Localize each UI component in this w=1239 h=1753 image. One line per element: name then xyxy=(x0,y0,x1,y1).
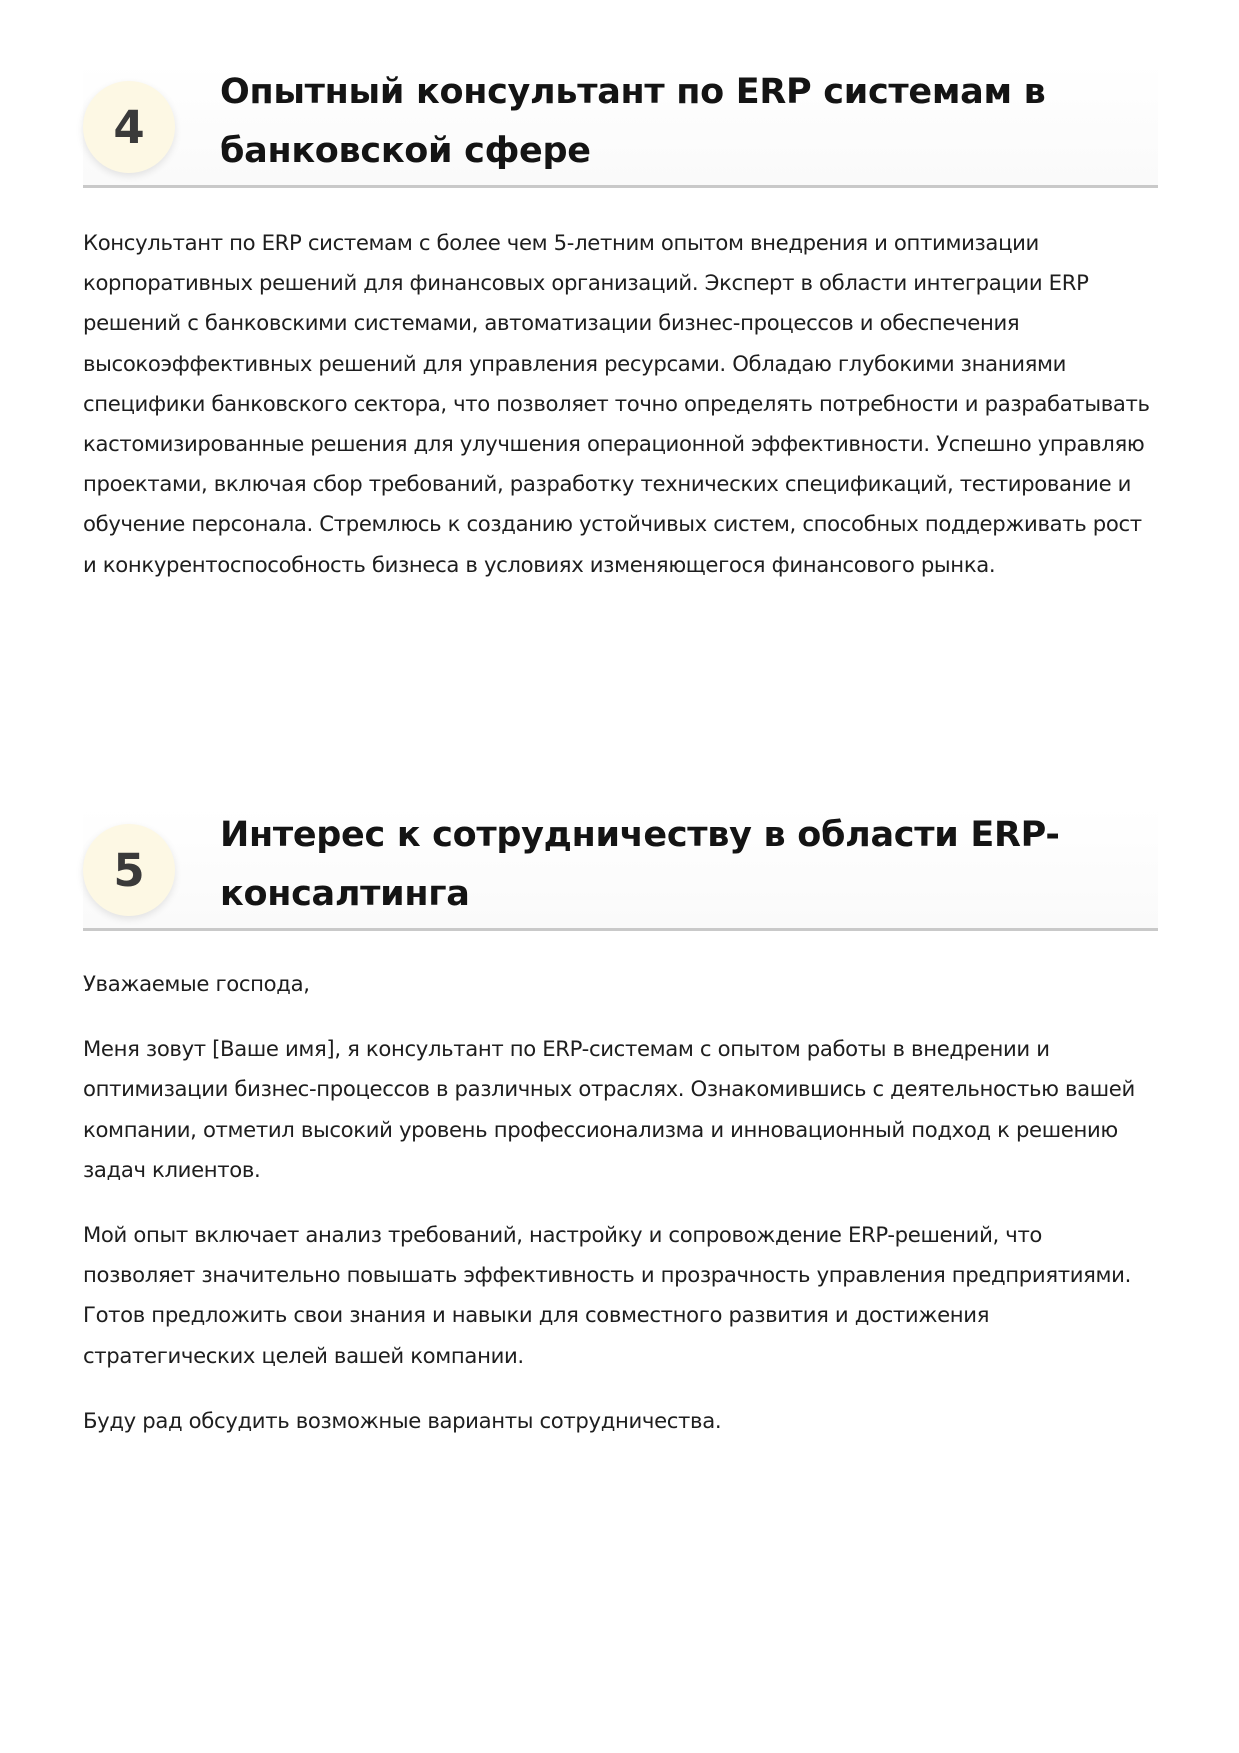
paragraph: Уважаемые господа, xyxy=(83,971,310,996)
section-number-badge: 4 xyxy=(83,81,175,173)
section-5-header xyxy=(83,806,1158,931)
section-title: Интерес к сотрудничеству в области ERP-консалтинга xyxy=(220,815,1060,914)
section-5-body xyxy=(83,964,1158,1441)
section-title: Опытный консультант по ERP системам в банковской сфере xyxy=(220,72,1046,171)
paragraph: Буду рад обсудить возможные варианты сотрудничества. xyxy=(83,1407,722,1433)
section-5 xyxy=(83,806,1158,1466)
paragraph: Меня зовут [Ваше имя], я консультант по ERP-системам с опытом работы в внедрении и оптимизации бизнес-процессов в различных отраслях. Ознакомившись с деятельностью вашей компании, отметил высокий уровень профессионализма и инновационный подход к решению задач клиентов. xyxy=(83,1036,1135,1182)
paragraph: Мой опыт включает анализ требований, настройку и сопровождение ERP-решений, что позволяет значительно повышать эффективность и прозрачность управления предприятиями. Готов предложить свои знания и навыки для совместного развития и достижения стратегических целей вашей компании. xyxy=(83,1222,1131,1368)
section-4 xyxy=(83,63,1158,610)
section-number-badge: 5 xyxy=(83,824,175,916)
section-4-body xyxy=(83,223,1158,585)
section-4-header xyxy=(83,63,1158,188)
paragraph: Консультант по ERP системам с более чем 5-летним опытом внедрения и оптимизации корпоративных решений для финансовых организаций. Эксперт в области интеграции ERP решений с банковскими системами, автоматизации бизнес-процессов и обеспечения высокоэффективных решений для управления ресурсами. Обладаю глубокими знаниями специфики банковского сектора, что позволяет точно определять потребности и разрабатывать кастомизированные решения для улучшения операционной эффективности. Успешно управляю проектами, включая сбор требований, разработку технических спецификаций, тестирование и обучение персонала. Стремлюсь к созданию устойчивых систем, способных поддерживать рост и конкурентоспособность бизнеса в условиях изменяющегося финансового рынка. xyxy=(83,230,1150,577)
